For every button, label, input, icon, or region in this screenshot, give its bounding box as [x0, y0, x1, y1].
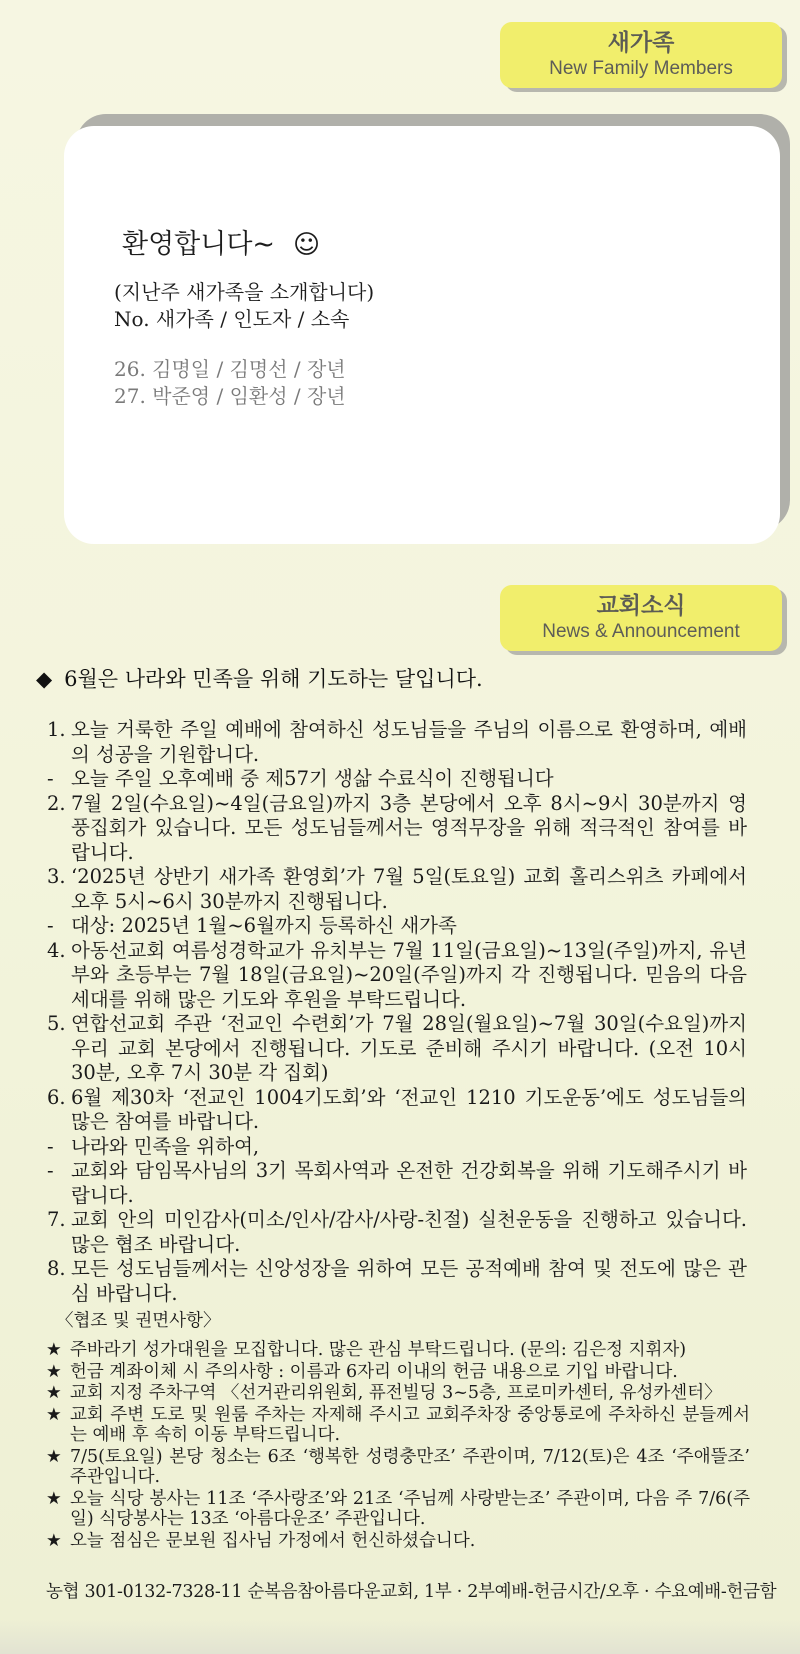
star-icon: ★ [46, 1446, 62, 1467]
star-icon: ★ [46, 1361, 62, 1382]
new-family-tab-subtitle: New Family Members [549, 58, 733, 79]
new-family-member: 27. 박준영 / 임환성 / 장년 [114, 384, 346, 408]
news-item: 5. 연합선교회 주관 ‘전교인 수련회’가 7월 28일(월요일)~7월 30일(수요일)까지 우리 교회 본당에서 진행됩니다. 기도로 준비해 주시기 바랍니다. (오전 10시 30분, 오후 7시 30분 각 집회) [47, 1012, 747, 1084]
star-icon: ★ [46, 1383, 62, 1403]
cooperation-header: 〈협조 및 권면사항〉 [56, 1311, 221, 1331]
news-item: 2. 7월 2일(수요일)~4일(금요일)까지 3층 본당에서 오후 8시~9시 30분까지 영풍집회가 있습니다. 모든 성도님들께서는 영적무장을 위해 적극적인 참여를 바랍니다. [47, 791, 747, 864]
new-family-intro: (지난주 새가족을 소개합니다) [114, 280, 375, 304]
new-family-columns: No. 새가족 / 인도자 / 소속 [114, 307, 350, 331]
cooperation-item: ★ 헌금 계좌이체 시 주의사항 : 이름과 6자리 이내의 헌금 내용으로 기입 바랍니다. [46, 1361, 678, 1382]
news-list [47, 718, 747, 1306]
star-icon: ★ [46, 1488, 62, 1509]
news-tab-title: 교회소식 [596, 593, 686, 619]
news-item: 4. 아동선교회 여름성경학교가 유치부는 7월 11일(금요일)~13일(주일)까지, 유년부와 초등부는 7월 18일(금요일)~20일(주일)까지 각 진행됩니다. 믿음의 다음 세대를 위해 많은 기도와 후원을 부탁드립니다. [47, 938, 747, 1011]
cooperation-item: ★ 교회 지정 주차구역 〈선거관리위원회, 퓨전빌딩 3~5층, 프로미카센터, 유성카센터〉 [46, 1383, 722, 1403]
cooperation-item: ★ 오늘 식당 봉사는 11조 ‘주사랑조’와 21조 ‘주님께 사랑받는조’ 주관이며, 다음 주 7/6(주일) 식당봉사는 13조 ‘아름다운조’ 주관입니다. [46, 1488, 750, 1529]
diamond-icon: ◆ [36, 667, 53, 691]
news-subitem: - 대상: 2025년 1월~6월까지 등록하신 새가족 [47, 914, 457, 937]
news-item: 8. 모든 성도님들께서는 신앙성장을 위하여 모든 공적예배 참여 및 전도에 많은 관심 바랍니다. [47, 1257, 747, 1305]
cooperation-item: ★ 교회 주변 도로 및 원룸 주차는 자제해 주시고 교회주차장 중앙통로에 주차하신 분들께서는 예배 후 속히 이동 부탁드립니다. [46, 1404, 750, 1445]
news-headline-text: 6월은 나라와 민족을 위해 기도하는 달입니다. [64, 667, 483, 691]
star-icon: ★ [46, 1340, 62, 1360]
offering-account-footer: 농협 301-0132-7328-11 순복음참아름다운교회, 1부 · 2부예배-헌금시간/오후 · 수요예배-헌금함 [46, 1582, 777, 1602]
news-tab [500, 585, 782, 651]
news-tab-subtitle: News & Announcement [542, 621, 740, 642]
cooperation-item: ★ 7/5(토요일) 본당 청소는 6조 ‘행복한 성령충만조’ 주관이며, 7/12(토)은 4조 ‘주애뜰조’ 주관입니다. [46, 1446, 750, 1487]
news-subitem: - 교회와 담임목사님의 3기 목회사역과 온전한 건강회복을 위해 기도해주시기 바랍니다. [47, 1159, 747, 1207]
news-item: 7. 교회 안의 미인감사(미소/인사/감사/사랑-친절) 실천운동을 진행하고 있습니다. 많은 협조 바랍니다. [47, 1208, 747, 1256]
news-item: 1. 오늘 거룩한 주일 예배에 참여하신 성도님들을 주님의 이름으로 환영하며, 예배의 성공을 기원합니다. [47, 718, 747, 766]
welcome-text: 환영합니다~ [122, 229, 276, 260]
news-subitem: - 나라와 민족을 위하여, [47, 1134, 260, 1158]
new-family-member: 26. 김명일 / 김명선 / 장년 [114, 357, 346, 381]
news-headline [36, 663, 483, 693]
news-subitem: - 오늘 주일 오후예배 중 제57기 생삶 수료식이 진행됩니다 [47, 767, 554, 790]
welcome-heading [122, 222, 320, 261]
new-family-tab [500, 22, 782, 88]
new-family-tab-title: 새가족 [607, 30, 675, 56]
cooperation-list [46, 1340, 750, 1552]
cooperation-item: ★ 주바라기 성가대원을 모집합니다. 많은 관심 부탁드립니다. (문의: 김은정 지휘자) [46, 1340, 687, 1360]
news-item: 3. ‘2025년 상반기 새가족 환영회’가 7월 5일(토요일) 교회 홀리스위츠 카페에서 오후 5시~6시 30분까지 진행됩니다. [47, 865, 747, 913]
new-family-card [64, 126, 780, 544]
news-item: 6. 6월 제30차 ‘전교인 1004기도회’와 ‘전교인 1210 기도운동’에도 성도님들의 많은 참여를 바랍니다. [47, 1085, 747, 1133]
cooperation-item: ★ 오늘 점심은 문보원 집사님 가정에서 헌신하셨습니다. [46, 1530, 476, 1551]
star-icon: ★ [46, 1404, 62, 1425]
star-icon: ★ [46, 1530, 62, 1551]
footer-band [0, 1618, 800, 1654]
smiley-icon: ☺ [293, 230, 321, 260]
